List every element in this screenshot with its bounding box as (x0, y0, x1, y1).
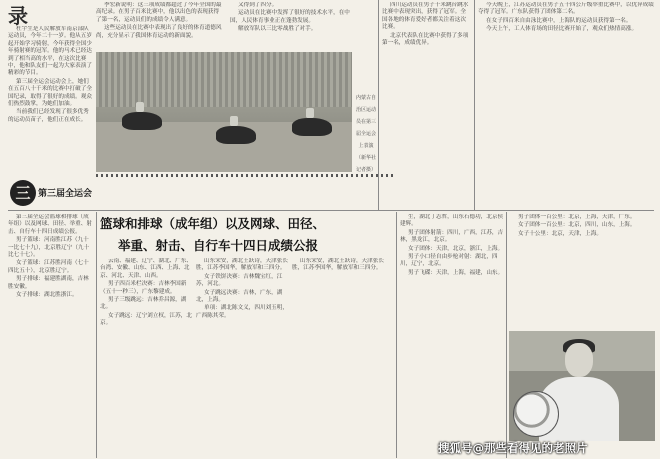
horse-3 (292, 118, 332, 136)
section-rule (8, 210, 654, 211)
paragraph: 这些运动员在比赛中表现出了良好的体育道德风尚，充分显示了我国体育运动的新面貌。 (96, 25, 222, 39)
paragraph: 女子团体：天津，北京，浙江，上海。 (408, 245, 504, 252)
rider-3 (306, 108, 314, 118)
paragraph: 女子跳远：辽宁刘立权，江苏，北京。 (100, 312, 192, 327)
paragraph: 女子篮球：江苏胜河南（七十四比五十），北京胜辽宁。 (8, 260, 89, 274)
paragraph: 山东宋安，湖北王跃诗，天津张长胜，江苏李国华，解放军和三四分。 (196, 258, 288, 272)
results-column-4 (292, 258, 384, 454)
results-column-5 (400, 214, 504, 454)
paragraph: 女子排球：湖北胜浙江。 (16, 292, 78, 299)
column-divider (396, 212, 397, 458)
paragraph: 男子飞碟：天津，上海，福建，山东。 (408, 269, 504, 276)
paragraph: 当前我们已经发现了很多优秀的运动员苗子，他们正在成长。 (8, 109, 89, 123)
paragraph: 今天晚上，江苏运动员在男子五十四公斤级举重比赛中，以优异成绩夺得了冠军。广东队获得了团体第二名。 (478, 2, 654, 16)
paragraph: 杜宇生是人民解放军南京部队运动员，今年二十一岁。他从五岁起开始学习骑射，今年获得全国少年骑射赛的冠军。他的马术已经达到了相当高的水平，在这次比赛中，他和队友们一起为大家表演了精彩的节目。 (8, 26, 92, 77)
column-divider (474, 0, 475, 210)
horse-2 (216, 126, 256, 144)
paragraph: 运动员在比赛中发挥了很好的技术水平，在中国，人民体育事业正在蓬勃发展。 (230, 10, 350, 24)
paragraph: 男子小口径自由步枪对射：湖北，四川，辽宁，北京。 (400, 254, 498, 268)
football (513, 391, 559, 437)
heading-fragment: 录 (8, 4, 28, 28)
paragraph: 第三届全运会篮球和排球（成年组）以及网球、田径、举重、射击、自行车十四日成绩公报。 (8, 214, 92, 235)
paragraph: 第三届全运会运动会上，她们在五百八十千米的比赛中打破了全国纪录，取得了很好的成绩。观众们热烈鼓掌，为她们加油。 (8, 78, 92, 108)
column-divider (506, 212, 507, 458)
paragraph: 季宏新说明：这三项成绩都超过了今年全国的最高纪录。在男子百米比赛中，他以出色的表现获得了第一名，运动员们的成绩令人满意。 (96, 2, 222, 23)
paragraph: 山东宋安，湖北王跃诗，天津张长胜，江苏李国华，解放军和三四分。 (292, 258, 384, 272)
results-column-1 (8, 214, 94, 454)
article-column-2 (96, 2, 224, 50)
paragraph: 男子三级跳远：吉林乔昌源，湖北。 (100, 297, 187, 311)
headline-line-2: 举重、射击、自行车十四日成绩公报 (118, 238, 319, 253)
horse-race-photo (96, 52, 352, 172)
paragraph: 男子四百米栏决赛：吉林李国新（五十一秒三），广东黎建成。 (100, 281, 187, 295)
paragraph: 男子篮球：河南胜江苏（九十一比七十九），北京胜辽宁（九十比七十七）。 (8, 237, 90, 259)
watermark: 搜狐号@那些看得见的老照片 (438, 441, 588, 455)
headline-line-1: 篮球和排球（成年组）以及网球、田径、 (100, 216, 326, 231)
paragraph: 女子团体一百公里：北京，四川，山东，上海。 (518, 222, 636, 229)
paragraph: 解放军队以三比零战胜了对手。 (238, 26, 317, 33)
paragraph: 北京代表队在比赛中获得了多项第一名，成绩优异。 (382, 32, 469, 47)
paragraph: 四川运动员在男子十米跳台跳水比赛中表现突出，获得了冠军。全国各地的体育爱好者都关注着这次比赛。 (382, 2, 469, 31)
article-column-3 (230, 2, 352, 50)
paragraph: 女子跳远决赛：吉林，广东，湖北，上海。 (196, 289, 283, 304)
section-mark: 三 (10, 180, 36, 206)
paragraph: 云南、福建、辽宁、湖北、广东、台湾、安徽、山东、江西、上海、北京、河北、天津、山西。 (100, 258, 192, 279)
paragraph: 又得到了四分。 (238, 2, 278, 8)
paragraph: 女子十公里：北京，天津，上海。 (518, 230, 602, 237)
column-divider (96, 212, 97, 458)
article-column-1 (8, 26, 94, 176)
results-column-3 (196, 258, 288, 454)
column-divider (378, 0, 379, 210)
boy-face (565, 343, 593, 377)
results-column-6 (510, 214, 654, 328)
paragraph: 在女子四百米自由泳比赛中，上海队的运动员获得第一名。 (486, 17, 632, 24)
paragraph: 男子团体射箭：四川，广西，江苏，吉林，黑龙江，北京。 (400, 229, 504, 244)
paragraph: 女子铁饼决赛：吉林魏宝红，江苏，河北。 (196, 273, 283, 288)
paragraph: 单项：湖北陈文义，四川刘玉明，广西陈其荣。 (196, 305, 288, 319)
photo-caption: 内蒙古自治区运动员在第三届全运会上表演（新华社记者摄） (356, 95, 377, 173)
article-column-5 (478, 2, 654, 207)
rider-2 (230, 116, 238, 126)
results-column-2 (100, 258, 192, 454)
rider-1 (136, 102, 144, 112)
boy-with-football-photo (509, 331, 655, 441)
section-title: 第三届全运会 (38, 189, 93, 199)
paragraph: 男子团体一百公里：北京，上海，天津，广东。 (518, 214, 636, 220)
paragraph: 今天上午，工人体育场的田径比赛开始了，观众们热情高涨。 (486, 26, 638, 33)
crowd-area (96, 52, 352, 107)
horse-1 (122, 112, 162, 130)
paragraph: 男子排球：福建胜湖南，吉林胜安徽。 (8, 276, 89, 290)
paragraph: 生，湖北丁志哲，山东石德功，北京侯建辉。 (400, 214, 504, 228)
dotted-separator (96, 174, 396, 177)
